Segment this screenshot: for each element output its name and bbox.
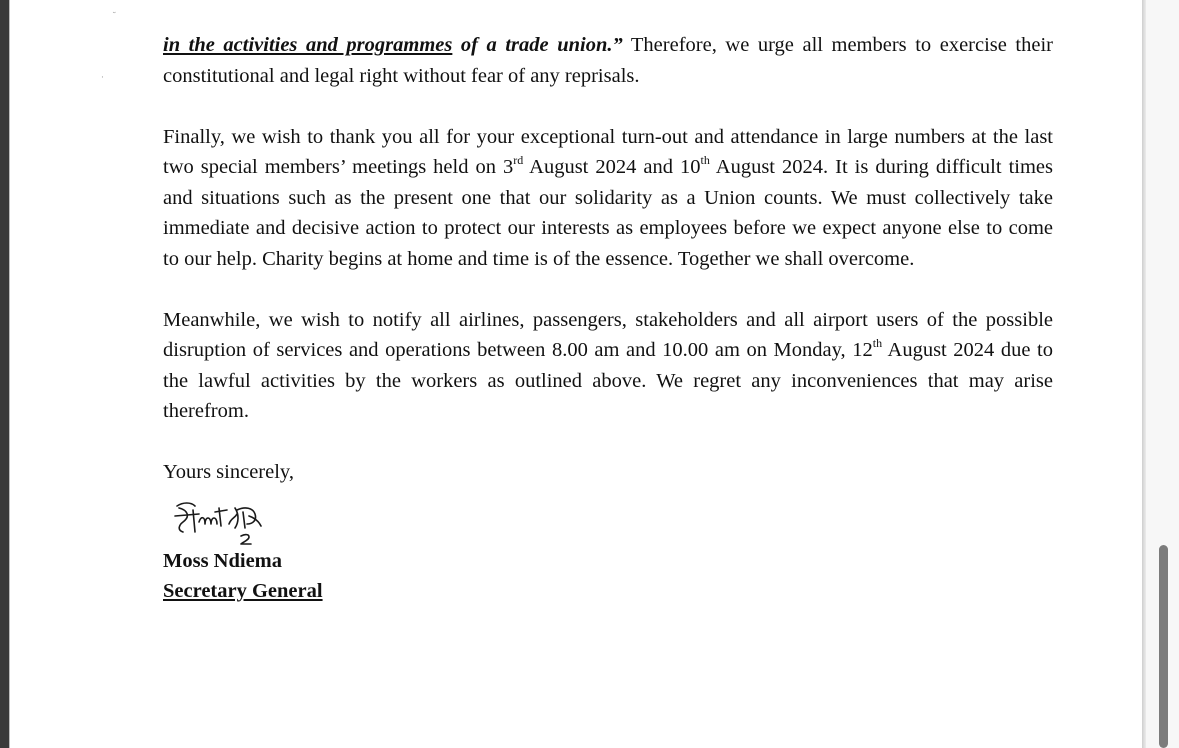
scan-speck: ·: [101, 73, 104, 83]
scan-speck: ˘: [112, 12, 117, 22]
signer-title: Secretary General: [163, 580, 323, 602]
closing-salutation: Yours sincerely,: [163, 461, 294, 483]
quoted-text-underlined: in the activities and programmes: [163, 34, 453, 56]
paragraph-3-text-a: Meanwhile, we wish to notify all airlines, passengers, stakeholders and all airport users of the possible disruption of services and operations between 8.00 am and 10.00 am on Monday, 12: [163, 308, 1053, 361]
closing-quote-mark: ”: [612, 34, 623, 56]
paragraph-2-text-b: August 2024 and 10: [523, 156, 701, 178]
scrollbar-thumb[interactable]: [1159, 545, 1168, 748]
quoted-text-rest: of a trade union.: [452, 34, 613, 56]
letter-body: [163, 30, 1053, 607]
paragraph-2: [163, 122, 1053, 275]
ordinal-suffix: rd: [513, 153, 524, 167]
paragraph-1: [163, 30, 1053, 91]
window-left-edge: [0, 0, 9, 748]
paragraph-1-text: Therefore, we urge all members to exercise their constitutional and legal right without fear of any reprisals.: [163, 34, 1053, 87]
quoted-text: [163, 34, 623, 56]
paragraph-3-text-b: August 2024 due to the lawful activities by the workers as outlined above. We regret any inconveniences that may arise therefrom.: [163, 339, 1053, 422]
ordinal-suffix: th: [872, 336, 883, 350]
handwritten-signature: [169, 494, 279, 550]
paragraph-2-text-a: Finally, we wish to thank you all for your exceptional turn-out and attendance in large numbers at the last two special members’ meetings held on 3: [163, 125, 1053, 178]
signer-name: Moss Ndiema: [163, 549, 283, 572]
paragraph-3: [163, 305, 1053, 427]
ordinal-suffix: th: [700, 153, 710, 167]
paragraph-2-text-c: August 2024. It is during difficult times and situations such as the present one that our solidarity as a Union counts. We must collectively take immediate and decisive action to protect our interests as employees before we expect anyone else to come to our help. Charity begins at home and time is of the essence. Together we shall overcome.: [163, 156, 1053, 270]
